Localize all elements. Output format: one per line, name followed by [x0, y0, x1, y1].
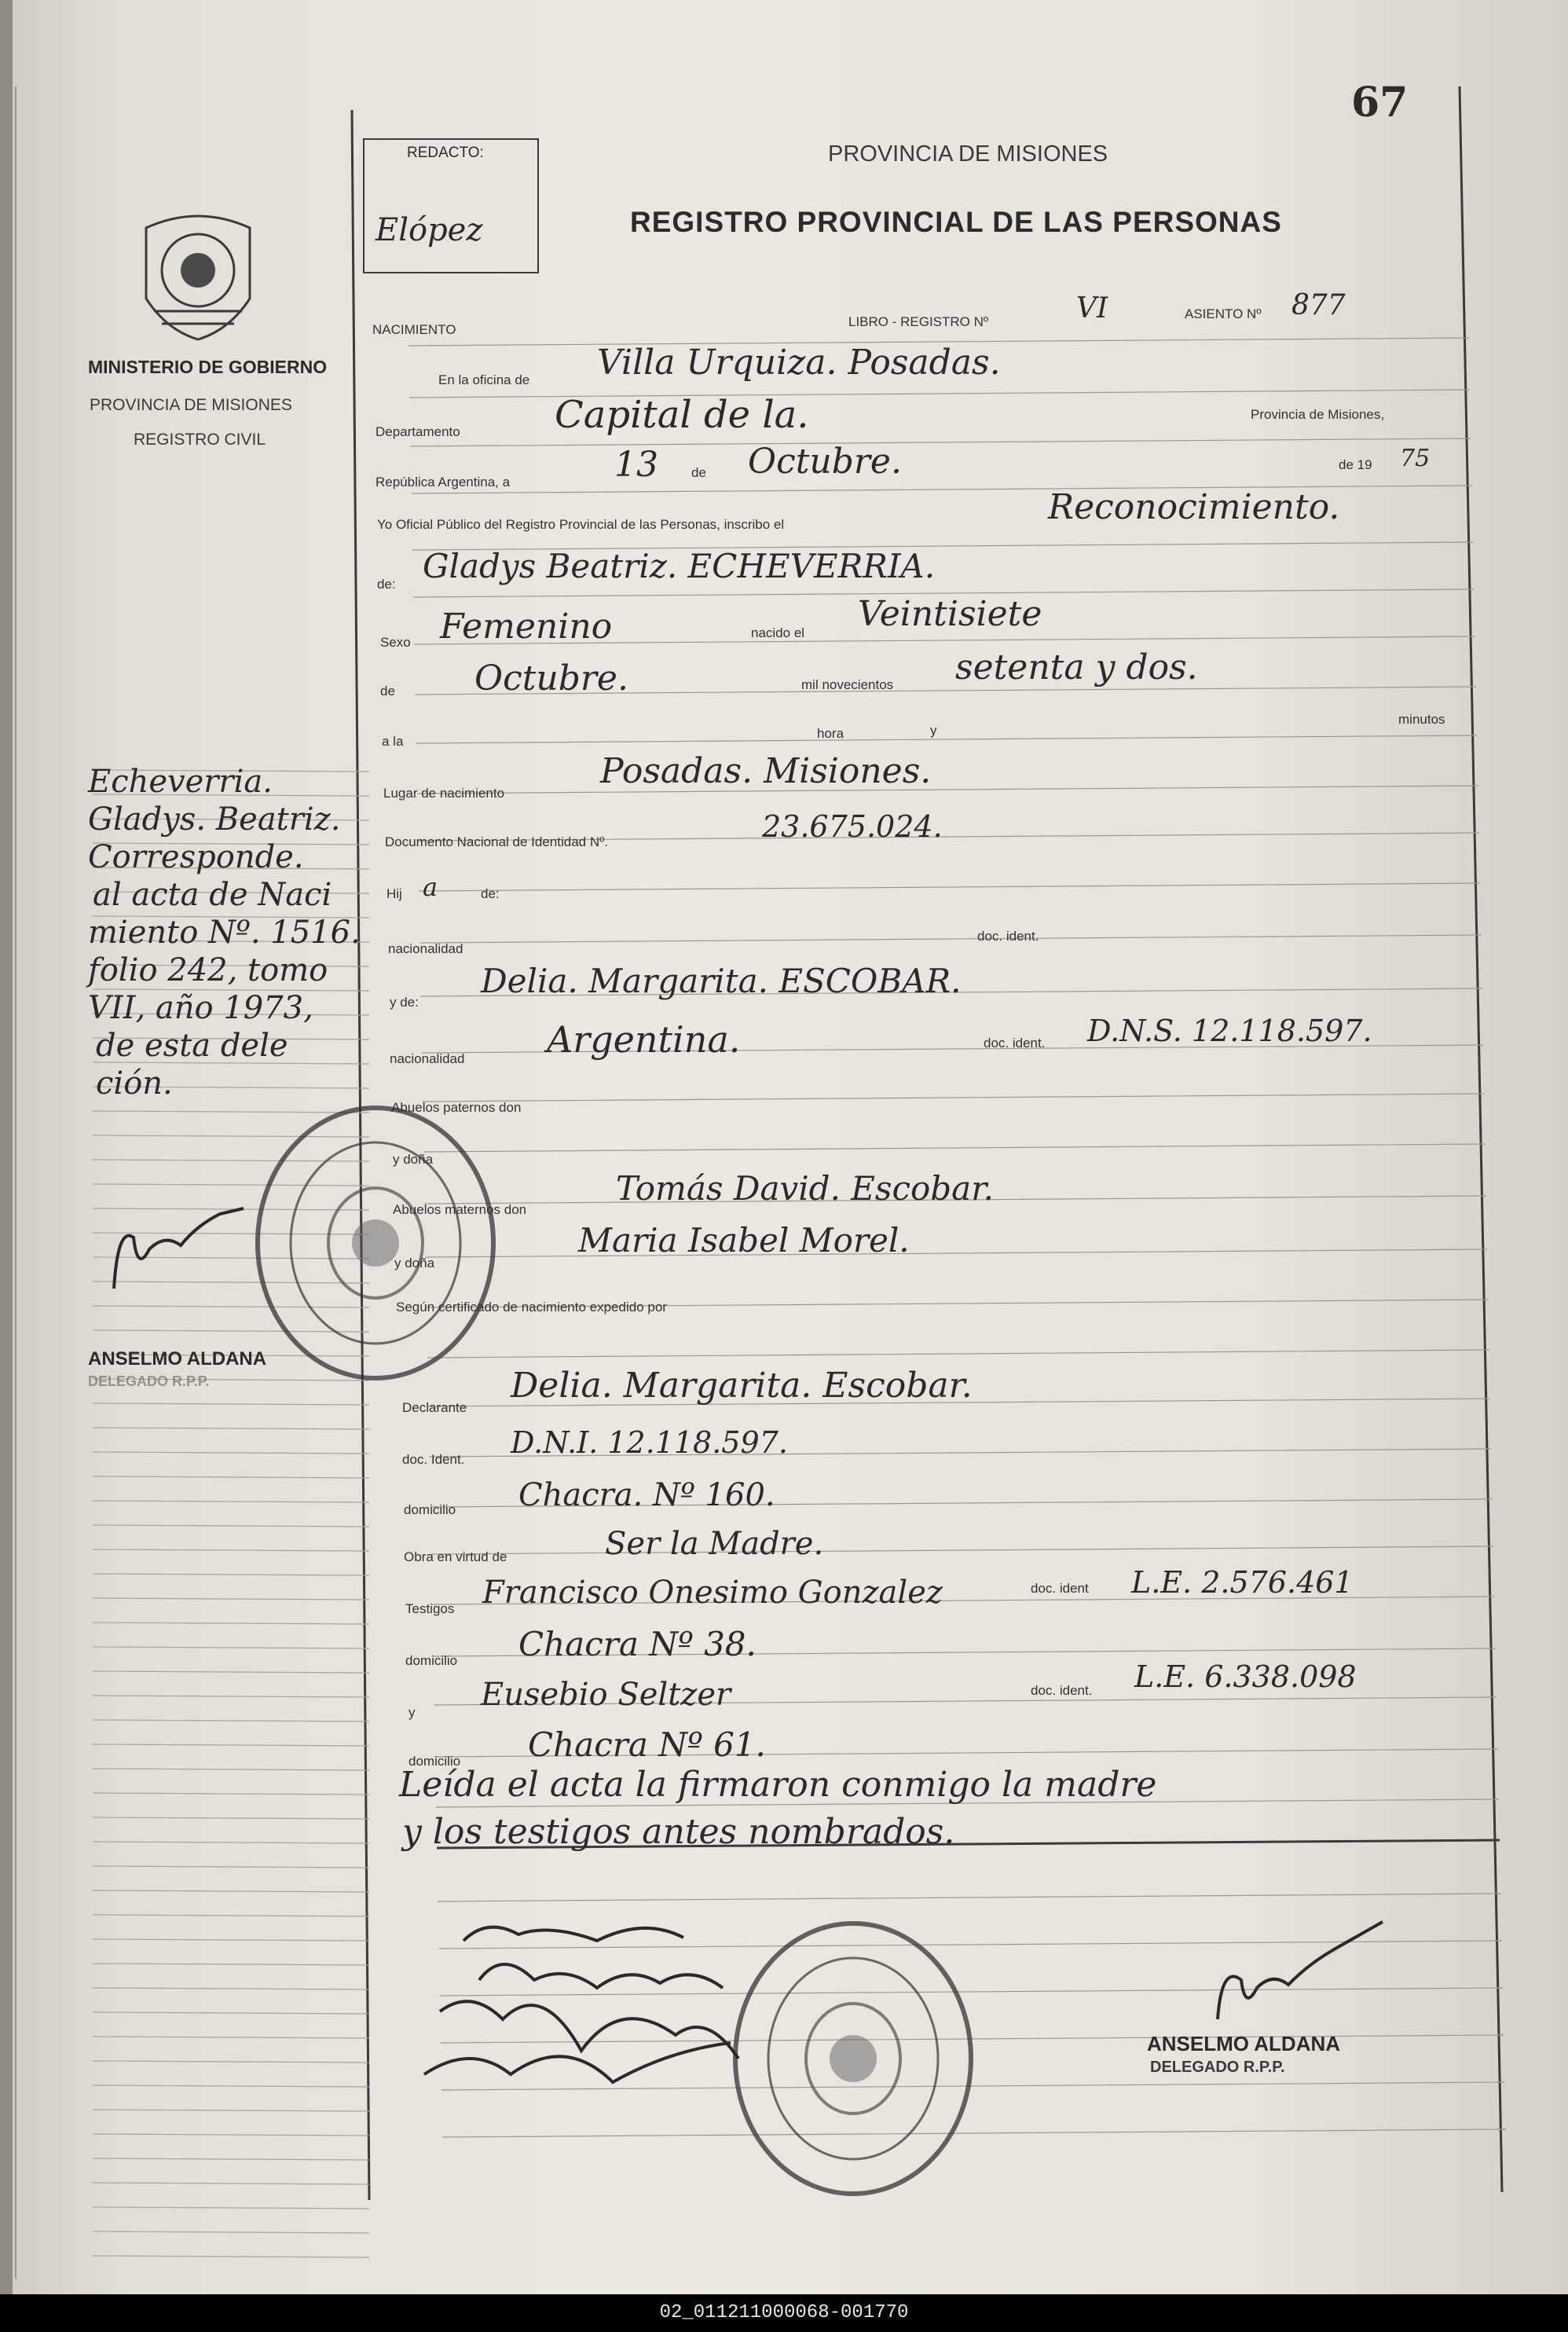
ministry-label: MINISTERIO DE GOBIERNO	[88, 357, 328, 377]
mother-doc-value: D.N.S. 12.118.597.	[1087, 1014, 1372, 1048]
maternal-grandmother-label: y doña	[394, 1256, 435, 1270]
certificate-label: Según certificado de nacimiento expedido por	[396, 1300, 667, 1314]
asiento-value: 877	[1291, 289, 1346, 321]
dni-value: 23.675.024.	[762, 809, 943, 844]
mother-doc-label: doc. ident.	[984, 1036, 1046, 1050]
closing-line-1: Leída el acta la firmaron conmigo la madre	[399, 1765, 1157, 1805]
asiento-label: ASIENTO Nº	[1185, 306, 1262, 321]
civil-registry-label: REGISTRO CIVIL	[134, 431, 266, 449]
witness2-name: Eusebio Seltzer	[481, 1677, 731, 1713]
nacido-value: Veintisiete	[858, 594, 1042, 634]
margin-note-line: al acta de Naci	[93, 877, 332, 913]
margin-note-line: miento Nº. 1516.	[88, 915, 361, 951]
province-heading: PROVINCIA DE MISIONES	[828, 141, 1108, 167]
redacto-label: REDACTO:	[407, 145, 484, 161]
lugar-value: Posadas. Misiones.	[600, 751, 932, 791]
mes-value: Octubre.	[748, 442, 902, 482]
paternal-grandparents-label: Abuelos paternos don	[391, 1100, 522, 1115]
birth-month-value: Octubre.	[474, 658, 628, 698]
republica-label: República Argentina, a	[376, 475, 511, 490]
departamento-label: Departamento	[376, 424, 460, 439]
libro-label: LIBRO - REGISTRO Nº	[848, 314, 989, 329]
father-nationality-label: nacionalidad	[388, 941, 463, 956]
declarant-address-label: domicilio	[404, 1502, 456, 1517]
dni-label: Documento Nacional de Identidad Nº.	[385, 834, 609, 849]
declarant-doc-label: doc. Ident.	[402, 1452, 465, 1467]
anio-label: de 19	[1339, 457, 1372, 472]
margin-note-line: Corresponde.	[88, 839, 304, 875]
sexo-value: Femenino	[440, 607, 613, 647]
witnesses-label: Testigos	[405, 1601, 455, 1616]
registry-title: REGISTRO PROVINCIAL DE LAS PERSONAS	[630, 206, 1282, 238]
dia-value: 13	[614, 445, 658, 485]
redacto-box	[363, 138, 539, 273]
hijo-label: Hij	[387, 886, 402, 901]
y-witness2-label: y	[408, 1705, 416, 1720]
witness2-doc-value: L.E. 6.338.098	[1134, 1659, 1357, 1694]
nacido-label: nacido el	[751, 625, 805, 640]
de-father-label: de:	[481, 886, 500, 901]
a-la-label: a la	[382, 734, 404, 749]
witness2-address-label: domicilio	[408, 1754, 461, 1769]
left-official-name: ANSELMO ALDANA	[88, 1348, 267, 1370]
witness2-address-value: Chacra Nº 61.	[528, 1725, 766, 1764]
declarant-doc-value: D.N.I. 12.118.597.	[511, 1425, 788, 1460]
y-label: y	[930, 723, 937, 738]
father-doc-label: doc. ident.	[977, 929, 1039, 944]
left-province-label: PROVINCIA DE MISIONES	[90, 396, 292, 414]
margin-note-line: de esta dele	[96, 1028, 288, 1064]
birth-year-value: setenta y dos.	[955, 647, 1198, 688]
witness2-doc-label: doc. ident.	[1031, 1683, 1093, 1698]
scan-reference: 02_011211000068-001770	[659, 2302, 909, 2323]
left-official-role: DELEGADO R.P.P.	[88, 1373, 210, 1389]
witness1-name: Francisco Onesimo Gonzalez	[482, 1575, 943, 1611]
closing-line-2: y los testigos antes nombrados.	[402, 1812, 955, 1852]
minutos-label: minutos	[1398, 712, 1445, 727]
declarant-value: Delia. Margarita. Escobar.	[511, 1366, 973, 1406]
acto-value: Reconocimiento.	[1048, 487, 1340, 527]
oficina-value: Villa Urquiza. Posadas.	[597, 343, 1001, 383]
de-name-label: de:	[377, 577, 396, 592]
mother-nationality-value: Argentina.	[547, 1018, 741, 1061]
declarant-address-value: Chacra. Nº 160.	[518, 1477, 775, 1513]
declarant-label: Declarante	[402, 1400, 467, 1415]
person-name: Gladys Beatriz. ECHEVERRIA.	[423, 547, 936, 585]
de-month-label: de	[380, 684, 395, 698]
obra-label: Obra en virtud de	[404, 1549, 507, 1564]
delegate-name: ANSELMO ALDANA	[1147, 2032, 1341, 2055]
delegate-role: DELEGADO R.P.P.	[1150, 2059, 1285, 2076]
sexo-label: Sexo	[380, 635, 411, 650]
witness1-address-label: domicilio	[405, 1653, 458, 1668]
oficial-label: Yo Oficial Público del Registro Provincial de las Personas, inscribo el	[377, 517, 785, 532]
hora-label: hora	[817, 726, 844, 741]
redacto-signature: Elópez	[376, 212, 483, 248]
witness1-doc-value: L.E. 2.576.461	[1131, 1565, 1354, 1600]
mother-name: Delia. Margarita. ESCOBAR.	[481, 962, 962, 1000]
hijo-value: a	[423, 872, 438, 902]
mil-novecientos-label: mil novecientos	[801, 677, 894, 692]
anio-value: 75	[1400, 445, 1431, 472]
maternal-grandfather-value: Tomás David. Escobar.	[616, 1169, 995, 1208]
obra-value: Ser la Madre.	[605, 1526, 824, 1562]
oficina-label: En la oficina de	[438, 372, 530, 387]
provincia-label: Provincia de Misiones,	[1251, 407, 1385, 422]
lugar-label: Lugar de nacimiento	[383, 786, 505, 801]
record-type-label: NACIMIENTO	[372, 322, 456, 337]
margin-note-line: Gladys. Beatriz.	[88, 801, 341, 838]
y-de-label: y de:	[390, 995, 419, 1010]
page-number: 67	[1351, 79, 1409, 126]
paternal-grandmother-label: y doña	[393, 1152, 434, 1167]
maternal-grandmother-value: Maria Isabel Morel.	[578, 1221, 910, 1260]
libro-value: VI	[1076, 292, 1108, 324]
de-label: de	[691, 465, 706, 480]
margin-note-line: ción.	[96, 1065, 173, 1102]
margin-note-line: VII, año 1973,	[88, 990, 313, 1026]
mother-nationality-label: nacionalidad	[390, 1051, 465, 1066]
witness1-doc-label: doc. ident	[1031, 1581, 1089, 1596]
maternal-grandparents-label: Abuelos maternos don	[393, 1202, 527, 1217]
margin-note-line: folio 242, tomo	[88, 952, 328, 988]
departamento-value: Capital de la.	[555, 393, 809, 437]
witness1-address-value: Chacra Nº 38.	[518, 1625, 757, 1663]
margin-note-line: Echeverria.	[88, 764, 273, 800]
